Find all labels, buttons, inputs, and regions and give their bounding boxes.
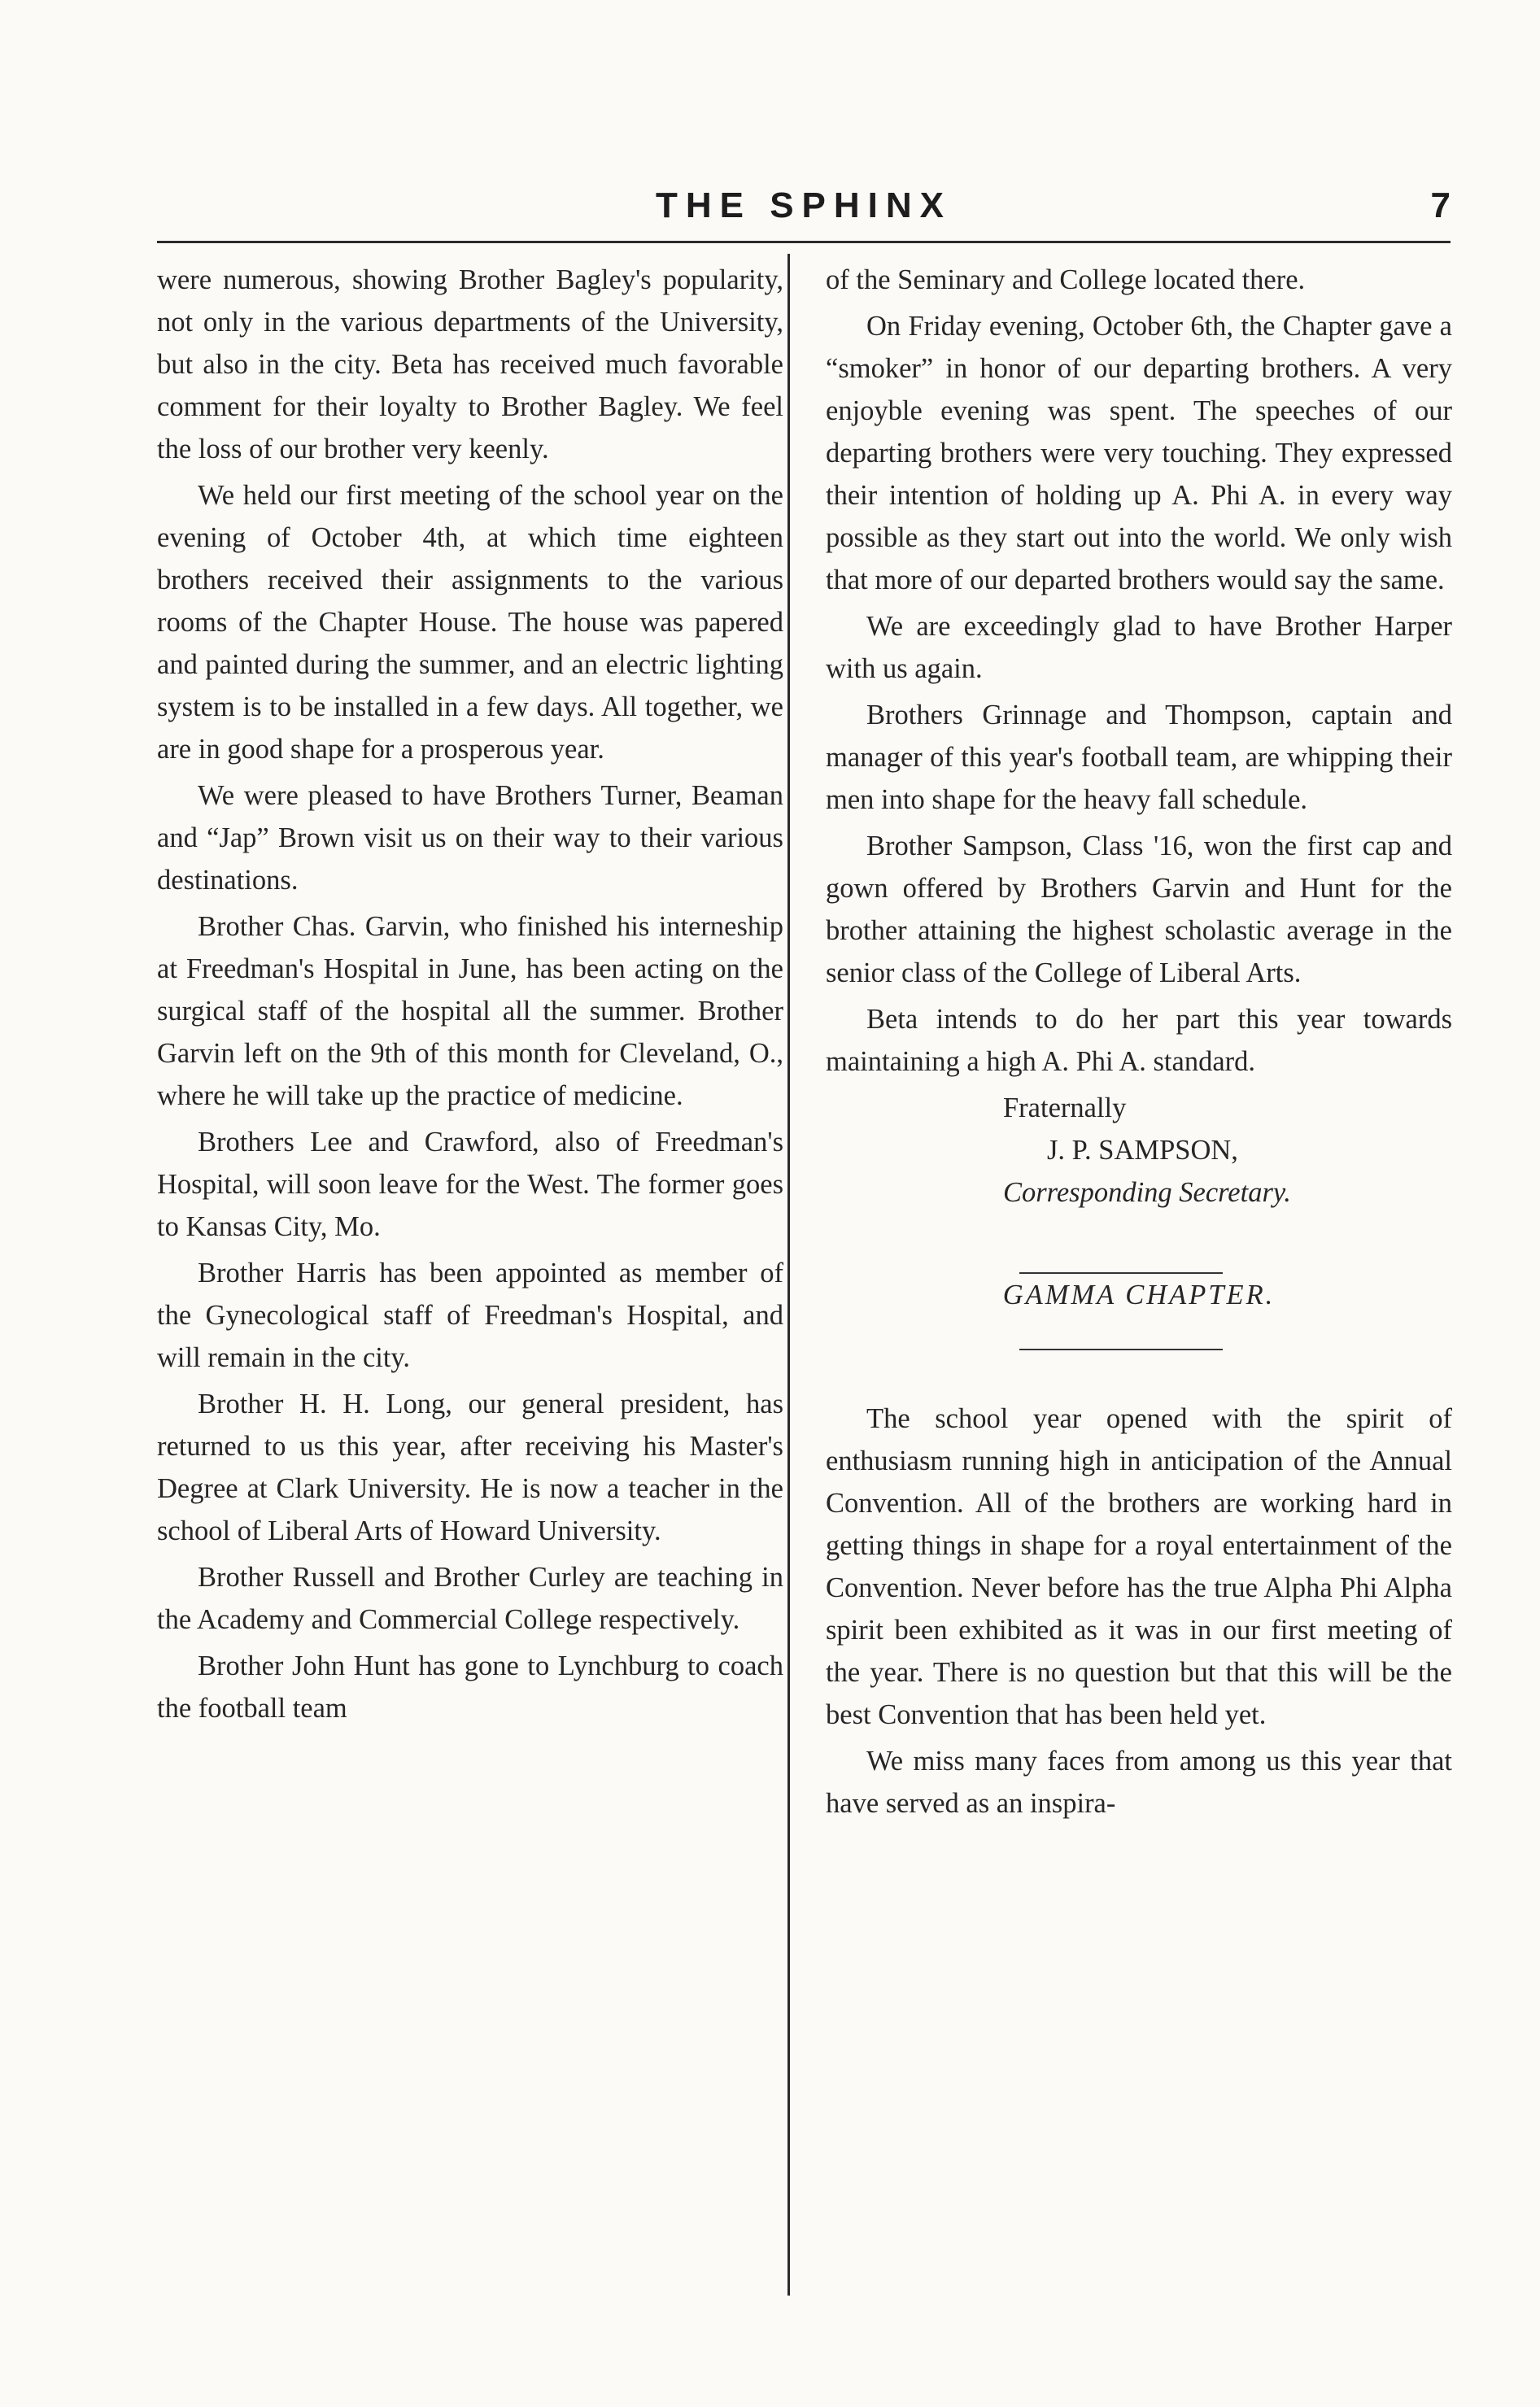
- page-number: 7: [1430, 185, 1451, 225]
- paragraph: Brothers Lee and Crawford, also of Freedman's Hospital, will soon leave for the West. The former goes to Kansas City, Mo.: [157, 1127, 783, 1242]
- paragraph: Brother Sampson, Class '16, won the first cap and gown offered by Brothers Garvin and Hunt for the brother attaining the highest scholastic average in the senior class of the College of Liberal Arts.: [826, 831, 1452, 988]
- section-rule-bottom: [1019, 1349, 1223, 1350]
- paragraph: We held our first meeting of the school year on the evening of October 4th, at which time eighteen brothers received their assignments to the various rooms of the Chapter House. The house was papered and painted during the summer, and an electric lighting system is to be installed in a few days. All together, we are in good shape for a prosperous year.: [157, 480, 783, 765]
- page-header: [157, 185, 1451, 234]
- left-column: [157, 259, 783, 1733]
- section-heading: GAMMA CHAPTER.: [1002, 1280, 1276, 1310]
- column-divider: [787, 254, 790, 2296]
- paragraph: On Friday evening, October 6th, the Chapter gave a “smoker” in honor of our departing brothers. A very enjoyble evening was spent. The speeches of our departing brothers were very touching. They expressed their intention of holding up A. Phi A. in every way possible as they start out into the world. We only wish that more of our departed brothers would say the same.: [826, 311, 1452, 595]
- paragraph: were numerous, showing Brother Bagley's popularity, not only in the various departments of the University, but also in the city. Beta has received much favorable comment for their loyalty to Brother Bagley. We feel the loss of our brother very keenly.: [157, 264, 783, 464]
- paragraph: Brother Chas. Garvin, who finished his interneship at Freedman's Hospital in June, has been acting on the surgical staff of the hospital all the summer. Brother Garvin left on the 9th of this month for Cleveland, O., where he will take up the practice of medicine.: [157, 911, 783, 1111]
- header-rule: [157, 241, 1451, 243]
- paragraph: Brother Harris has been appointed as member of the Gynecological staff of Freedman's Hospital, and will remain in the city.: [157, 1258, 783, 1373]
- signature-closing: Fraternally: [1003, 1092, 1127, 1123]
- paragraph: Brother John Hunt has gone to Lynchburg to coach the football team: [157, 1650, 783, 1724]
- signature-name: J. P. SAMPSON,: [1047, 1135, 1238, 1166]
- paragraph: We are exceedingly glad to have Brother Harper with us again.: [826, 611, 1452, 684]
- paragraph: We were pleased to have Brothers Turner, Beaman and “Jap” Brown visit us on their way to their various destinations.: [157, 780, 783, 896]
- paragraph: Brother H. H. Long, our general president, has returned to us this year, after receiving his Master's Degree at Clark University. He is now a teacher in the school of Liberal Arts of Howard University.: [157, 1389, 783, 1546]
- paragraph: Brother Russell and Brother Curley are teaching in the Academy and Commercial College respectively.: [157, 1562, 783, 1635]
- signature-title: Corresponding Secretary.: [1003, 1177, 1291, 1208]
- paragraph: We miss many faces from among us this year that have served as an inspira-: [826, 1746, 1452, 1819]
- publication-title: THE SPHINX: [655, 185, 953, 225]
- paragraph: Brothers Grinnage and Thompson, captain and manager of this year's football team, are whipping their men into shape for the heavy fall schedule.: [826, 700, 1452, 815]
- paragraph: The school year opened with the spirit of enthusiasm running high in anticipation of the Annual Convention. All of the brothers are working hard in getting things in shape for a royal entertainment of the Convention. Never before has the true Alpha Phi Alpha spirit been exhibited as it was in our first meeting of the year. There is no question but that this will be the best Convention that has been held yet.: [826, 1403, 1452, 1730]
- paragraph: Beta intends to do her part this year towards maintaining a high A. Phi A. standard.: [826, 1004, 1452, 1077]
- paragraph: of the Seminary and College located there.: [826, 264, 1306, 295]
- right-column: [826, 259, 1452, 1829]
